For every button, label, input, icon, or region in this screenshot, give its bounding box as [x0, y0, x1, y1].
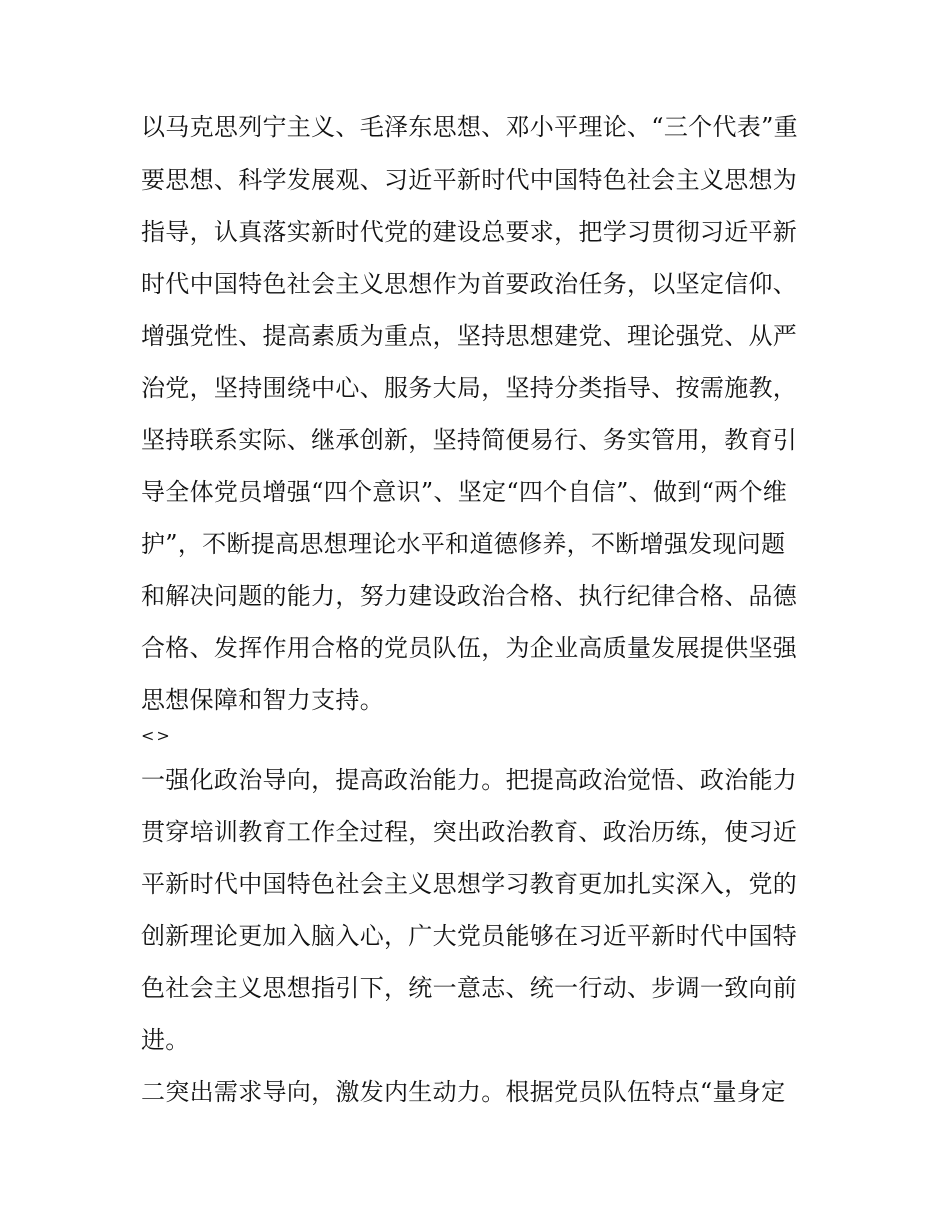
text-line: 思想保障和智力支持。 [141, 686, 384, 714]
text-line: 色社会主义思想指引下，统一意志、统一行动、步调一致向前 [141, 974, 798, 1002]
text-line: 增强党性、提高素质为重点，坚持思想建党、理论强党、从严 [141, 322, 798, 350]
text-line: 和解决问题的能力，努力建设政治合格、执行纪律合格、品德 [141, 582, 798, 610]
text-line: 合格、发挥作用合格的党员队伍，为企业高质量发展提供坚强 [141, 634, 798, 662]
text-line: 要思想、科学发展观、习近平新时代中国特色社会主义思想为 [141, 166, 798, 194]
text-line: 一强化政治导向，提高政治能力。把提高政治觉悟、政治能力 [141, 766, 798, 794]
text-line: 导全体党员增强“四个意识”、坚定“四个自信”、做到“两个维 [141, 478, 788, 506]
text-line: 指导，认真落实新时代党的建设总要求，把学习贯彻习近平新 [141, 218, 798, 246]
text-line: 时代中国特色社会主义思想作为首要政治任务，以坚定信仰、 [141, 270, 798, 298]
text-line: 平新时代中国特色社会主义思想学习教育更加扎实深入，党的 [141, 870, 798, 898]
text-line: 坚持联系实际、继承创新，坚持简便易行、务实管用，教育引 [141, 426, 798, 454]
text-line: 创新理论更加入脑入心，广大党员能够在习近平新时代中国特 [141, 922, 798, 950]
text-line: 进。 [141, 1026, 190, 1054]
text-line: 护”，不断提高思想理论水平和道德修养，不断增强发现问题 [141, 530, 786, 558]
section-marker: <> [141, 726, 172, 745]
text-line: 贯穿培训教育工作全过程，突出政治教育、政治历练，使习近 [141, 818, 798, 846]
text-line: 治党，坚持围绕中心、服务大局，坚持分类指导、按需施教， [141, 374, 798, 402]
text-line: 二突出需求导向，激发内生动力。根据党员队伍特点“量身定 [141, 1078, 786, 1106]
text-line: 以马克思列宁主义、毛泽东思想、邓小平理论、“三个代表”重 [141, 113, 798, 141]
